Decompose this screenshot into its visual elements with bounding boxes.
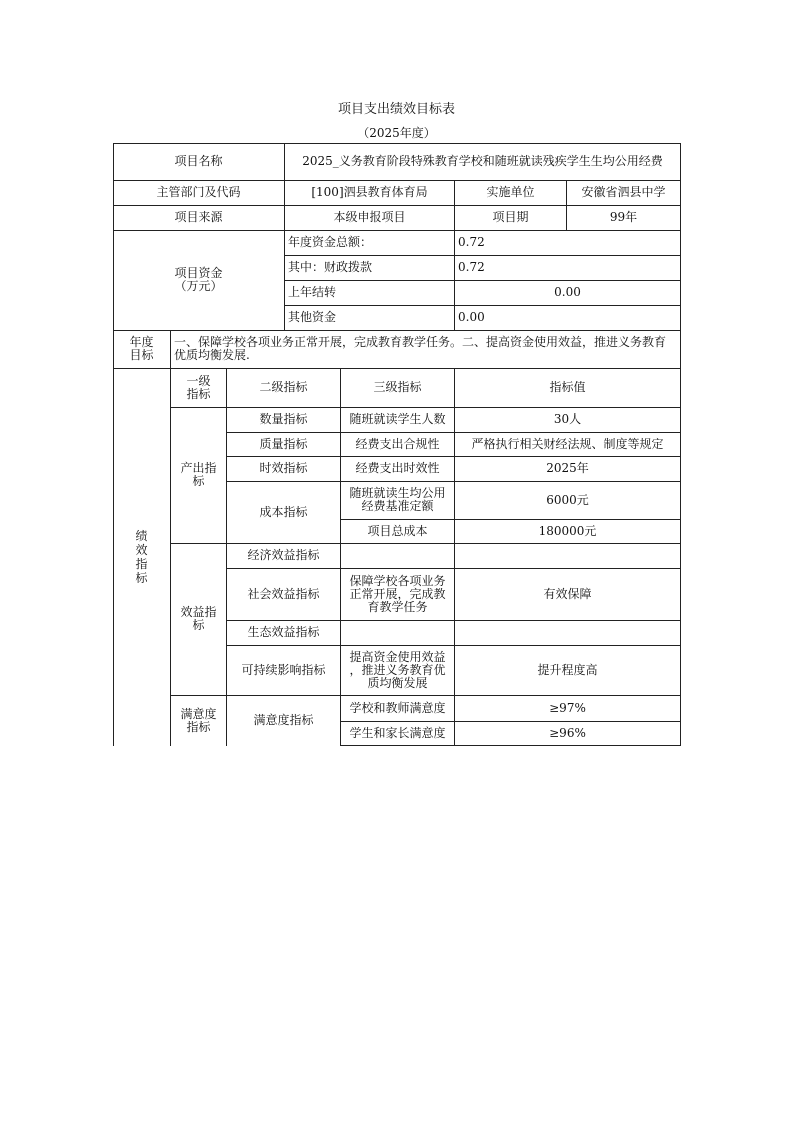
funds-label-text: 项目资金 [174, 266, 223, 280]
economic-level3 [341, 543, 454, 568]
timeliness-level3: 经费支出时效性 [355, 461, 440, 475]
cost-item1 [341, 481, 454, 519]
social-level3-line2: 正常开展，完成教 [349, 586, 446, 601]
economic-value [455, 543, 680, 568]
social-level3-line1: 保障学校各项业务 [349, 573, 446, 588]
unit-value: 安徽省泗县中学 [581, 185, 666, 199]
performance-label [113, 368, 170, 746]
quality-value: 严格执行相关财经法规、制度等规定 [471, 436, 664, 451]
header-level1 [171, 368, 226, 407]
dept-label: 主管部门及代码 [156, 185, 241, 199]
sustainable-level3-line1: 提高资金使用效益 [349, 649, 446, 664]
header-level1-line2: 指标 [186, 386, 211, 401]
social-level3-line3: 育教学任务 [367, 599, 428, 614]
satisfaction-value2: ≥96% [549, 725, 586, 740]
funds-label [113, 230, 284, 330]
sustainable-level3-line3: 质均衡发展 [367, 675, 428, 690]
satisfaction-level2: 满意度指标 [253, 713, 314, 727]
period-value: 99年 [609, 210, 638, 224]
header-value: 指标值 [549, 380, 586, 394]
table-line [680, 143, 681, 746]
source-label: 项目来源 [174, 210, 223, 224]
period-label: 项目期 [492, 210, 529, 224]
header-level3: 三级指标 [373, 380, 422, 394]
ecological-level3 [341, 620, 454, 645]
cost-item1-line2: 经费基准定额 [361, 499, 434, 513]
benefit-label-line1: 效益指 [180, 605, 217, 619]
header-level1-line1: 一级 [186, 373, 211, 388]
benefit-label [171, 543, 226, 695]
sustainable-level3-line2: ，推进义务教育优 [349, 662, 446, 677]
funds-other-label: 其他资金 [288, 310, 337, 324]
header-level2: 二级指标 [259, 380, 308, 394]
quantity-value: 30人 [553, 412, 582, 426]
social-level3 [341, 568, 454, 620]
timeliness-level2: 时效指标 [259, 461, 308, 475]
cost-item2: 项目总成本 [367, 523, 428, 538]
document-subtitle: （2025年度） [357, 126, 436, 140]
satisfaction-item2: 学生和家长满意度 [349, 725, 446, 740]
project-name-value: 2025_义务教育阶段特殊教育学校和随班就读残疾学生生均公用经费 [302, 154, 663, 168]
ecological-value [455, 620, 680, 645]
funds-total-label: 年度资金总额： [288, 235, 373, 249]
ecological-level2: 生态效益指标 [247, 625, 320, 639]
funds-other-value: 0.00 [458, 310, 485, 324]
quality-level3: 经费支出合规性 [355, 436, 440, 451]
goal-label-line1: 年度 [129, 335, 154, 349]
social-value: 有效保障 [543, 586, 592, 601]
social-level2: 社会效益指标 [247, 586, 320, 601]
timeliness-value: 2025年 [546, 461, 589, 475]
funds-unit-text: （万元） [174, 279, 223, 293]
table-line [340, 745, 681, 746]
satisfaction-label-line1: 满意度 [180, 706, 217, 721]
sustainable-level2: 可持续影响指标 [241, 662, 326, 677]
output-label [171, 407, 226, 543]
cost-value2: 180000元 [538, 523, 597, 538]
funds-fiscal-value: 0.72 [458, 260, 485, 274]
goal-label-line2: 目标 [129, 348, 154, 362]
dept-value: [100]泗县教育体育局 [311, 185, 428, 199]
cost-item1-line1: 随班就读生均公用 [349, 486, 446, 500]
cost-value1: 6000元 [546, 492, 589, 507]
satisfaction-value1: ≥97% [549, 700, 586, 715]
satisfaction-label-line2: 指标 [186, 719, 211, 734]
quality-level2: 质量指标 [259, 436, 308, 451]
performance-table [113, 143, 681, 746]
quantity-level2: 数量指标 [259, 412, 308, 426]
output-label-line1: 产出指 [180, 461, 217, 475]
funds-fiscal-label: 其中：财政拨款 [288, 260, 373, 274]
unit-label: 实施单位 [486, 185, 535, 199]
project-name-label: 项目名称 [174, 154, 223, 168]
benefit-label-line2: 标 [192, 618, 205, 632]
source-value: 本级申报项目 [333, 210, 406, 224]
funds-carryover-value: 0.00 [554, 285, 581, 299]
goal-label [113, 330, 170, 368]
sustainable-value: 提升程度高 [537, 662, 598, 677]
cost-level2: 成本指标 [259, 504, 308, 519]
funds-total-value: 0.72 [458, 235, 485, 249]
performance-label-text: 绩效指标 [135, 529, 148, 585]
funds-carryover-label: 上年结转 [288, 285, 337, 299]
sustainable-level3 [341, 645, 454, 695]
output-label-line2: 标 [192, 474, 205, 488]
goal-text: 一、保障学校各项业务正常开展，完成教育教学任务。二、提高资金使用效益，推进义务教育优质均衡发展. [174, 335, 667, 362]
document-title: 项目支出绩效目标表 [337, 102, 455, 117]
quantity-level3: 随班就读学生人数 [349, 412, 446, 426]
satisfaction-label [171, 695, 226, 746]
satisfaction-item1: 学校和教师满意度 [349, 700, 446, 715]
economic-level2: 经济效益指标 [247, 548, 320, 562]
